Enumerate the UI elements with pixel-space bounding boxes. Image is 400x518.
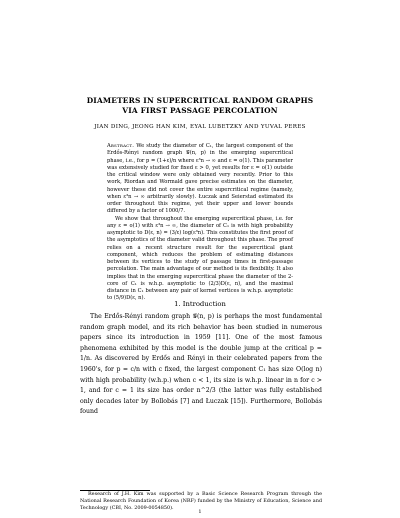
paper-title bbox=[60, 96, 340, 115]
section-heading: 1. Introduction bbox=[174, 300, 226, 308]
page-number: 1 bbox=[198, 509, 202, 515]
abstract-paragraph-2: We show that throughout the emerging supercritical phase, i.e. for any ε = o(1) with ε³n → ∞, the diameter of C₁ is with high probability asymptotic to D(ε, n) = (3/ε) log(ε³n). This constitutes the first proof of the asymptotics of the diameter valid throughout this phase. The proof relies on a recent structure result for the supercritical giant component, which reduces the problem of estimating distances between its vertices to the study of passage times in first-passage percolation. The main advantage of our method is its flexibility. It also implies that in the emerging supercritical phase the diameter of the 2-core of C₁ is w.h.p. asymptotic to (2/3)D(ε, n), and the maximal distance in C₁ between any pair of kernel vertices is w.h.p. asymptotic to (5/9)D(ε, n). bbox=[107, 215, 293, 302]
abstract-label: Abstract. bbox=[107, 143, 135, 149]
title-line-1: DIAMETERS IN SUPERCRITICAL RANDOM GRAPHS bbox=[86, 96, 314, 105]
abstract-paragraph-1 bbox=[107, 143, 293, 216]
abstract-text-1: We study the diameter of C₁, the largest component of the Erdős-Rényi random graph 𝒢(n, p) in the emerging supercritical phase, i.e., for p = (1+ε)/n where ε³n → ∞ and ε = o(1). This parameter was extensively studied for fixed ε > 0, yet results for ε = o(1) outside the critical window were only obtained very recently. Prior to this work, Riordan and Wormald gave precise estimates on the diameter, however these did not cover the entire supercritical regime (namely, when ε³n → ∞ arbitrarily slowly). Łuczak and Seierstad estimated its order throughout this regime, yet their upper and lower bounds differed by a factor of 1000/7. bbox=[107, 143, 294, 215]
introduction-body bbox=[80, 312, 322, 418]
intro-paragraph-1: The Erdős-Rényi random graph 𝒢(n, p) is perhaps the most fundamental random graph model, and its rich behavior has been studied in numerous papers since its introduction in 1959 [11]. One of the most famous phenomena exhibited by this model is the double jump at the critical p = 1/n. As discovered by Erdős and Rényi in their celebrated papers from the 1960's, for p = c/n with c fixed, the largest component C₁ has size O(log n) with high probability (w.h.p.) when c < 1, its size is w.h.p. linear in n for c > 1, and for c = 1 its size has order n^2/3 (the latter was fully established only decades later by Bollobás [7] and Łuczak [15]). Furthermore, Bollobás found bbox=[80, 313, 322, 416]
footnote-text: Research of J.H. Kim was supported by a Basic Science Research Program through the National Research Foundation of Korea (NRF) funded by the Ministry of Education, Science and Technology (CBI, No. 2009-0054850). bbox=[80, 491, 322, 511]
author-list: JIAN DING, JEONG HAN KIM, EYAL LUBETZKY AND YUVAL PERES bbox=[94, 124, 306, 130]
abstract bbox=[107, 143, 293, 303]
title-line-2: VIA FIRST PASSAGE PERCOLATION bbox=[122, 105, 278, 115]
